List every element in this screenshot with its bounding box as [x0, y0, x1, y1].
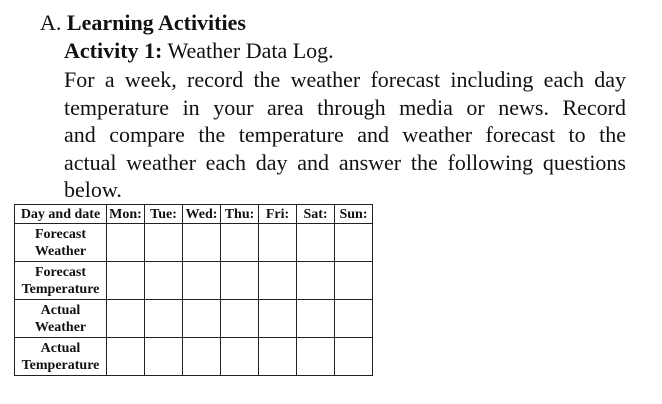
day-header-tue: Tue:: [145, 205, 183, 224]
day-header-sat: Sat:: [297, 205, 335, 224]
day-header-mon: Mon:: [107, 205, 145, 224]
entry-cell[interactable]: [221, 300, 259, 338]
activity-label: Activity 1:: [64, 38, 163, 63]
section-heading: [40, 10, 246, 36]
row-label-line: Actual: [40, 302, 81, 318]
entry-cell[interactable]: [259, 224, 297, 262]
row-label-line: Forecast: [34, 264, 87, 280]
entry-cell[interactable]: [183, 262, 221, 300]
entry-cell[interactable]: [107, 300, 145, 338]
entry-cell[interactable]: [145, 262, 183, 300]
entry-cell[interactable]: [145, 338, 183, 376]
entry-cell[interactable]: [297, 262, 335, 300]
entry-cell[interactable]: [107, 262, 145, 300]
instructions-line: For a week, record the weather forecast including each day: [64, 67, 626, 92]
instructions-line: actual weather each day and answer the following questions: [64, 149, 626, 175]
entry-cell[interactable]: [107, 338, 145, 376]
instructions-line: temperature in your area through media or news. Record: [64, 94, 626, 120]
row-label: [15, 262, 107, 300]
day-header-fri: Fri:: [259, 205, 297, 224]
table-row: [15, 338, 373, 376]
entry-cell[interactable]: [107, 224, 145, 262]
section-letter: A.: [40, 10, 62, 35]
corner-header: Day and date: [15, 205, 107, 224]
activity-heading: [64, 38, 334, 64]
table-header-row: [15, 205, 373, 224]
row-label-line: Temperature: [21, 281, 100, 297]
entry-cell[interactable]: [259, 262, 297, 300]
row-label-line: Temperature: [21, 357, 100, 373]
entry-cell[interactable]: [221, 262, 259, 300]
entry-cell[interactable]: [335, 262, 373, 300]
instructions-line: below.: [64, 177, 122, 202]
row-label: [15, 224, 107, 262]
row-label: [15, 338, 107, 376]
day-header-wed: Wed:: [183, 205, 221, 224]
activity-title: Weather Data Log.: [167, 38, 334, 63]
table-row: [15, 262, 373, 300]
row-label: [15, 300, 107, 338]
entry-cell[interactable]: [259, 338, 297, 376]
day-header-thu: Thu:: [221, 205, 259, 224]
entry-cell[interactable]: [183, 300, 221, 338]
entry-cell[interactable]: [259, 300, 297, 338]
entry-cell[interactable]: [221, 338, 259, 376]
table-row: [15, 300, 373, 338]
entry-cell[interactable]: [297, 300, 335, 338]
entry-cell[interactable]: [221, 224, 259, 262]
weather-data-log-table: [14, 204, 373, 376]
entry-cell[interactable]: [183, 338, 221, 376]
entry-cell[interactable]: [335, 224, 373, 262]
instructions-paragraph: [64, 66, 626, 204]
entry-cell[interactable]: [297, 338, 335, 376]
instructions-line: and compare the temperature and weather forecast to the: [64, 122, 626, 147]
entry-cell[interactable]: [145, 300, 183, 338]
row-label-line: Weather: [34, 319, 87, 335]
day-header-sun: Sun:: [335, 205, 373, 224]
table-row: [15, 224, 373, 262]
entry-cell[interactable]: [335, 300, 373, 338]
row-label-line: Forecast: [34, 226, 87, 242]
row-label-line: Weather: [34, 243, 87, 259]
entry-cell[interactable]: [145, 224, 183, 262]
entry-cell[interactable]: [183, 224, 221, 262]
entry-cell[interactable]: [297, 224, 335, 262]
row-label-line: Actual: [40, 340, 81, 356]
section-title: Learning Activities: [66, 10, 246, 35]
entry-cell[interactable]: [335, 338, 373, 376]
